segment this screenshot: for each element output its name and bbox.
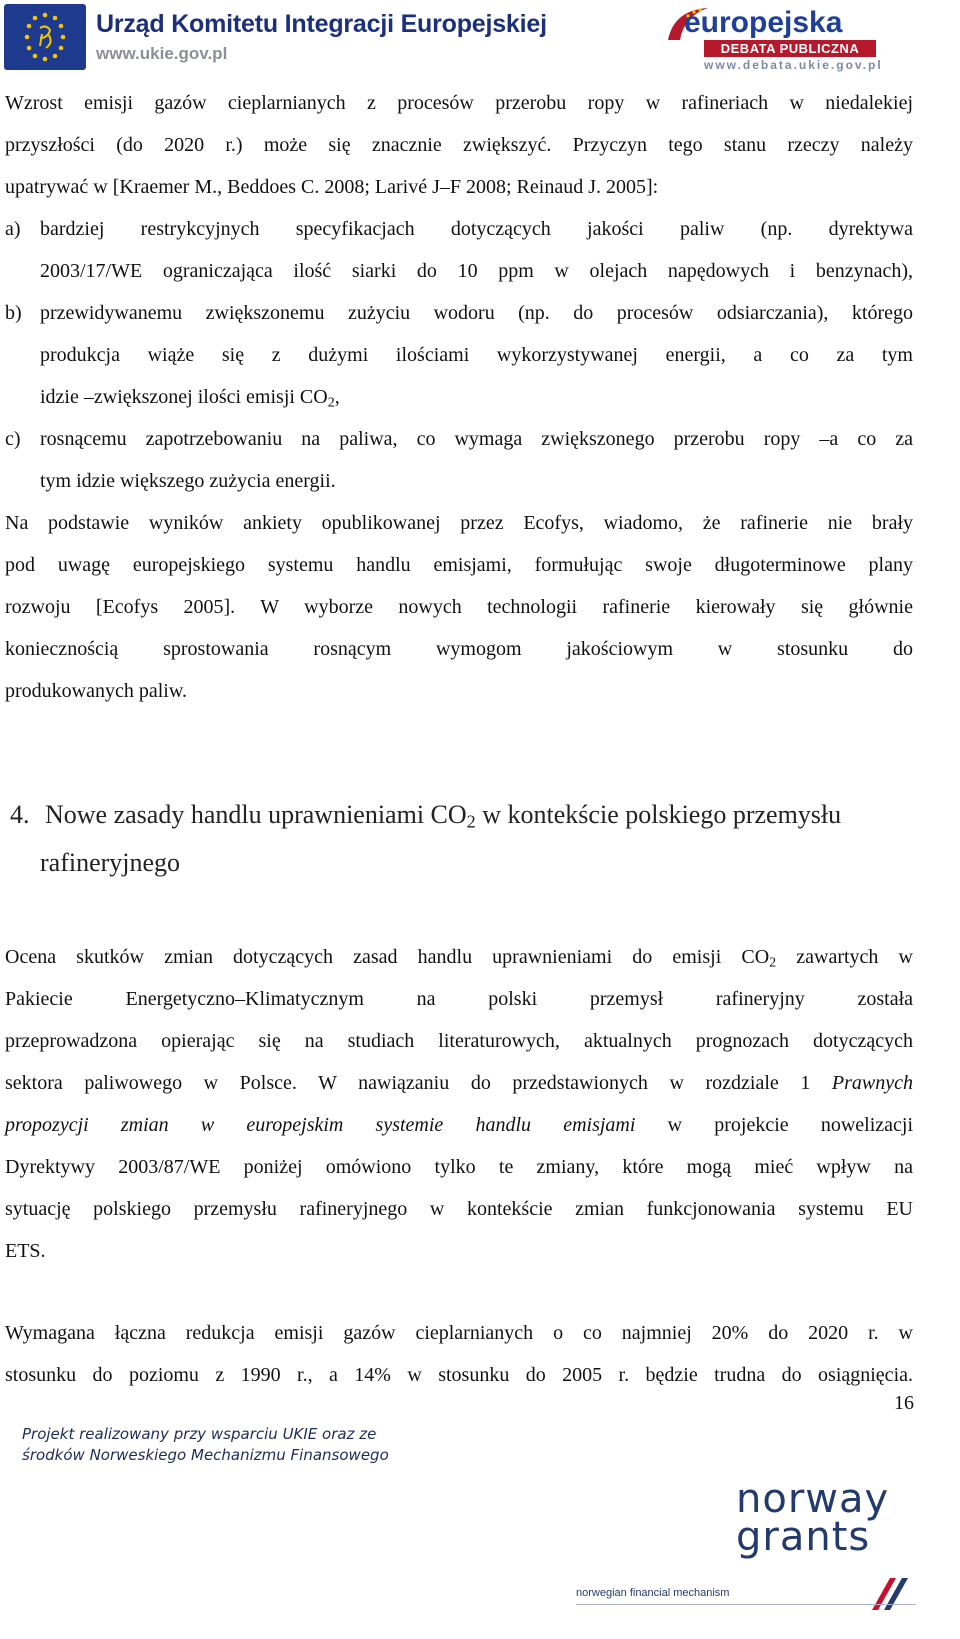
paragraph-line: przeprowadzona opierając się na studiach literaturowych, aktualnych prognozach dotyczących (5, 1030, 913, 1052)
page-number: 16 (894, 1392, 914, 1414)
ukie-url: www.ukie.gov.pl (96, 44, 228, 63)
ukie-title: Urząd Komitetu Integracji Europejskiej (96, 10, 547, 38)
paragraph-line: Ocena skutków zmian dotyczących zasad handlu uprawnieniami do emisji $CO_2$ zawartych w (5, 946, 913, 971)
paragraph-line: Wymagana łączna redukcja emisji gazów cieplarnianych o co najmniej 20% do 2020 r. w (5, 1322, 913, 1344)
footer-funding-note (22, 1424, 389, 1466)
norway-wordmark-line: grants (736, 1514, 871, 1560)
list-label: c) (5, 428, 21, 450)
list-item-line: rosnącemu zapotrzebowaniu na paliwa, co wymaga zwiększonego przerobu ropy –a co za (40, 428, 913, 450)
paragraph-line: koniecznością sprostowania rosnącym wymogom jakościowym w stosunku do (5, 638, 913, 660)
list-item-line: idzie –zwiększonej ilości emisji $CO_2$, (40, 386, 340, 411)
paragraph-line: przyszłości (do 2020 r.) może się znacznie zwiększyć. Przyczyn tego stanu rzeczy należy (5, 134, 913, 156)
section-title: Nowe zasady handlu uprawnieniami $CO_2$ w kontekście polskiego przemysłu (45, 800, 842, 832)
section-heading (5, 790, 913, 840)
norway-grants-logo (736, 1476, 890, 1560)
paragraph-line: produkowanych paliw. (5, 680, 187, 702)
list-item-line: przewidywanemu zwiększonemu zużyciu wodoru (np. do procesów odsiarczania), którego (40, 302, 913, 324)
paragraph-line: rozwoju [Ecofys 2005]. W wyborze nowych technologii rafinerie kierowały się głównie (5, 596, 913, 618)
debata-publiczna-logo (664, 0, 956, 76)
paragraph-line: Dyrektywy 2003/87/WE poniżej omówiono tylko te zmiany, które mogą mieć wpływ na (5, 1156, 913, 1178)
list-item-line: 2003/17/WE ograniczająca ilość siarki do 10 ppm w olejach napędowych i benzynach), (40, 260, 913, 282)
debata-title: europejska (684, 6, 843, 39)
footer-rule (576, 1604, 916, 1605)
ukie-header (4, 4, 547, 74)
paragraph-line: propozycji zmian w europejskim systemie handlu emisjami w projekcie nowelizacji (5, 1114, 913, 1136)
paragraph-line: stosunku do poziomu z 1990 r., a 14% w stosunku do 2005 r. będzie trudna do osiągnięcia. (5, 1364, 913, 1386)
norway-flag-mark-icon (868, 1574, 916, 1614)
list-label: b) (5, 302, 22, 324)
debata-url: www.debata.ukie.gov.pl (704, 58, 883, 72)
list-item-line: tym idzie większego zużycia energii. (40, 470, 336, 492)
paragraph-line: Pakiecie Energetyczno–Klimatycznym na polski przemysł rafineryjny została (5, 988, 913, 1010)
paragraph-line: sektora paliwowego w Polsce. W nawiązaniu do przedstawionych w rozdziale 1 Prawnych (5, 1072, 913, 1094)
list-item-line: produkcja wiąże się z dużymi ilościami wykorzystywanej energii, a co za tym (40, 344, 913, 366)
section-title-line2: rafineryjnego (40, 848, 181, 877)
debata-bar: DEBATA PUBLICZNA (704, 40, 876, 57)
norway-wordmark-line: norway (736, 1476, 890, 1522)
list-label: a) (5, 218, 21, 240)
paragraph-line: sytuację polskiego przemysłu rafineryjnego w kontekście zmian funkcjonowania systemu EU (5, 1198, 913, 1220)
footer-note-line: Projekt realizowany przy wsparciu UKIE oraz ze (22, 1425, 377, 1443)
paragraph-line: Na podstawie wyników ankiety opublikowanej przez Ecofys, wiadomo, że rafinerie nie brały (5, 512, 913, 534)
paragraph-line: pod uwagę europejskiego systemu handlu emisjami, formułując swoje długoterminowe plany (5, 554, 913, 576)
paragraph-line: Wzrost emisji gazów cieplarnianych z procesów przerobu ropy w rafineriach w niedalekiej (5, 92, 913, 114)
paragraph-line: upatrywać w [Kraemer M., Beddoes C. 2008; Larivé J–F 2008; Reinaud J. 2005]: (5, 176, 659, 198)
section-number: 4. (10, 800, 30, 829)
paragraph-line: ETS. (5, 1240, 46, 1262)
eu-flag-logo-icon (4, 4, 86, 70)
footer-note-line: środków Norweskiego Mechanizmu Finansowego (22, 1446, 389, 1464)
list-item-line: bardziej restrykcyjnych specyfikacjach dotyczących jakości paliw (np. dyrektywa (40, 218, 913, 240)
norway-subtitle: norwegian financial mechanism (576, 1587, 730, 1599)
